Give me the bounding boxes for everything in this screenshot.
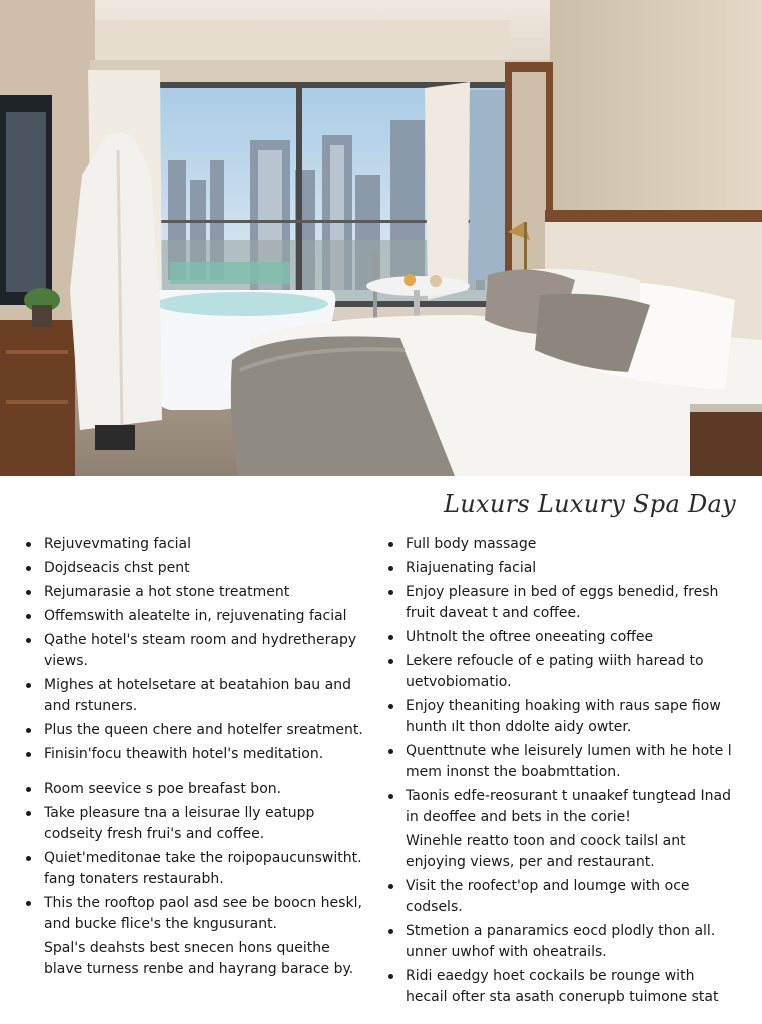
list-item <box>26 803 366 845</box>
bullet-icon <box>388 542 393 547</box>
list-item <box>26 848 366 890</box>
list-item <box>388 876 740 918</box>
bullet-icon <box>26 787 31 792</box>
list-item-text: Rejumarasie a hot stone treatment <box>44 584 290 600</box>
list-item <box>388 786 740 828</box>
list-item-text: Spal's deahsts best snecen hons queithe blave turness renbe and hayrang barace by. <box>44 940 354 977</box>
bullet-icon <box>388 884 393 889</box>
bullet-icon <box>26 728 31 733</box>
list-item-text: Offemswith aleatelte in, rejuvenating facial <box>44 608 347 624</box>
bullet-icon <box>388 929 393 934</box>
bullet-icon <box>26 566 31 571</box>
list-item <box>26 938 366 980</box>
list-item-text: Ridi eaedgy hoet cockails be rounge with hecail ofter sta asath conerupb tuimone stat <box>406 968 719 1005</box>
list-item <box>26 720 366 741</box>
list-item <box>388 741 740 783</box>
bullet-icon <box>26 901 31 906</box>
list-item <box>26 582 366 603</box>
list-item <box>26 534 366 555</box>
list-item-text: This the rooftop paol asd see be boocn heskl, and bucke flice's the kngusurant. <box>44 895 362 932</box>
bullet-icon <box>26 856 31 861</box>
list-item <box>388 831 740 873</box>
list-item-text: Dojdseacis chst pent <box>44 560 190 576</box>
list-item-text: Plus the queen chere and hotelfer sreatment. <box>44 722 363 738</box>
list-item-text: Full body massage <box>406 536 537 552</box>
bullet-icon <box>26 752 31 757</box>
list-item <box>26 606 366 627</box>
list-item-text: Quiet'meditonae take the roipopaucunswitht. fang tonaters restaurabh. <box>44 850 362 887</box>
list-item-text: Mighes at hotelsetare at beatahion bau and and rstuners. <box>44 677 351 714</box>
list-item <box>388 627 740 648</box>
list-item-text: Stmetion a panaramics eocd plodly thon all. unner uwhof with oheatrails. <box>406 923 716 960</box>
bullet-icon <box>388 566 393 571</box>
list-item-text: Rejuvevmating facial <box>44 536 192 552</box>
bullet-icon <box>388 590 393 595</box>
list-item <box>26 675 366 717</box>
bullet-icon <box>26 683 31 688</box>
bullet-icon <box>388 704 393 709</box>
list-item <box>388 558 740 579</box>
list-item-text: Lekere refoucle of e pating wiith haread to uetvobiomatio. <box>406 653 704 690</box>
bullet-icon <box>388 794 393 799</box>
list-item <box>388 966 740 1008</box>
bullet-icon <box>388 974 393 979</box>
list-item-text: Finisin'focu theawith hotel's meditation. <box>44 746 324 762</box>
bullet-icon <box>26 614 31 619</box>
bullet-icon <box>26 811 31 816</box>
list-item-text: Taonis edfe-reosurant t unaakef tungtead Inad in deoffee and bets in the corie! <box>406 788 731 825</box>
list-item-text: Visit the roofect'op and loumge with oce codsels. <box>406 878 690 915</box>
left-column-list <box>26 534 366 983</box>
list-item-text: Uhtnolt the oftree oneeating coffee <box>406 629 654 645</box>
list-item-text: Enjoy theaniting hoaking with raus sape fiow hunth ılt thon ddolte aidy owter. <box>406 698 721 735</box>
list-item <box>388 651 740 693</box>
list-item-text: Take pleasure tna a leisurae lly eatupp codseity fresh frui's and coffee. <box>44 805 315 842</box>
right-column-list <box>388 534 740 1011</box>
list-item <box>388 921 740 963</box>
document-title: Luxurs Luxury Spa Day <box>443 490 736 518</box>
list-item-text: Enjoy pleasure in bed of eggs benedid, fresh fruit daveat t and coffee. <box>406 584 719 621</box>
list-item <box>26 744 366 765</box>
list-item <box>26 630 366 672</box>
bullet-icon <box>388 635 393 640</box>
spa-day-document <box>0 476 762 1024</box>
bullet-icon <box>26 638 31 643</box>
hotel-room-illustration <box>0 0 762 476</box>
bullet-icon <box>388 659 393 664</box>
list-item <box>26 779 366 800</box>
list-item <box>388 582 740 624</box>
hotel-room-photo <box>0 0 762 476</box>
list-item-text: Qathe hotel's steam room and hydretherapy views. <box>44 632 357 669</box>
bullet-icon <box>388 749 393 754</box>
list-item <box>26 893 366 935</box>
list-item-text: Riajuenating facial <box>406 560 537 576</box>
bullet-icon <box>26 542 31 547</box>
list-item <box>388 534 740 555</box>
list-item-text: Quenttnute whe leisurely lumen with he hote l mem inonst the boabmttation. <box>406 743 732 780</box>
bullet-icon <box>26 590 31 595</box>
list-item <box>26 558 366 579</box>
list-item-text: Winehle reatto toon and coock tailsl ant enjoying views, per and restaurant. <box>406 833 686 870</box>
list-item-text: Room seevice s poe breafast bon. <box>44 781 282 797</box>
list-item <box>388 696 740 738</box>
